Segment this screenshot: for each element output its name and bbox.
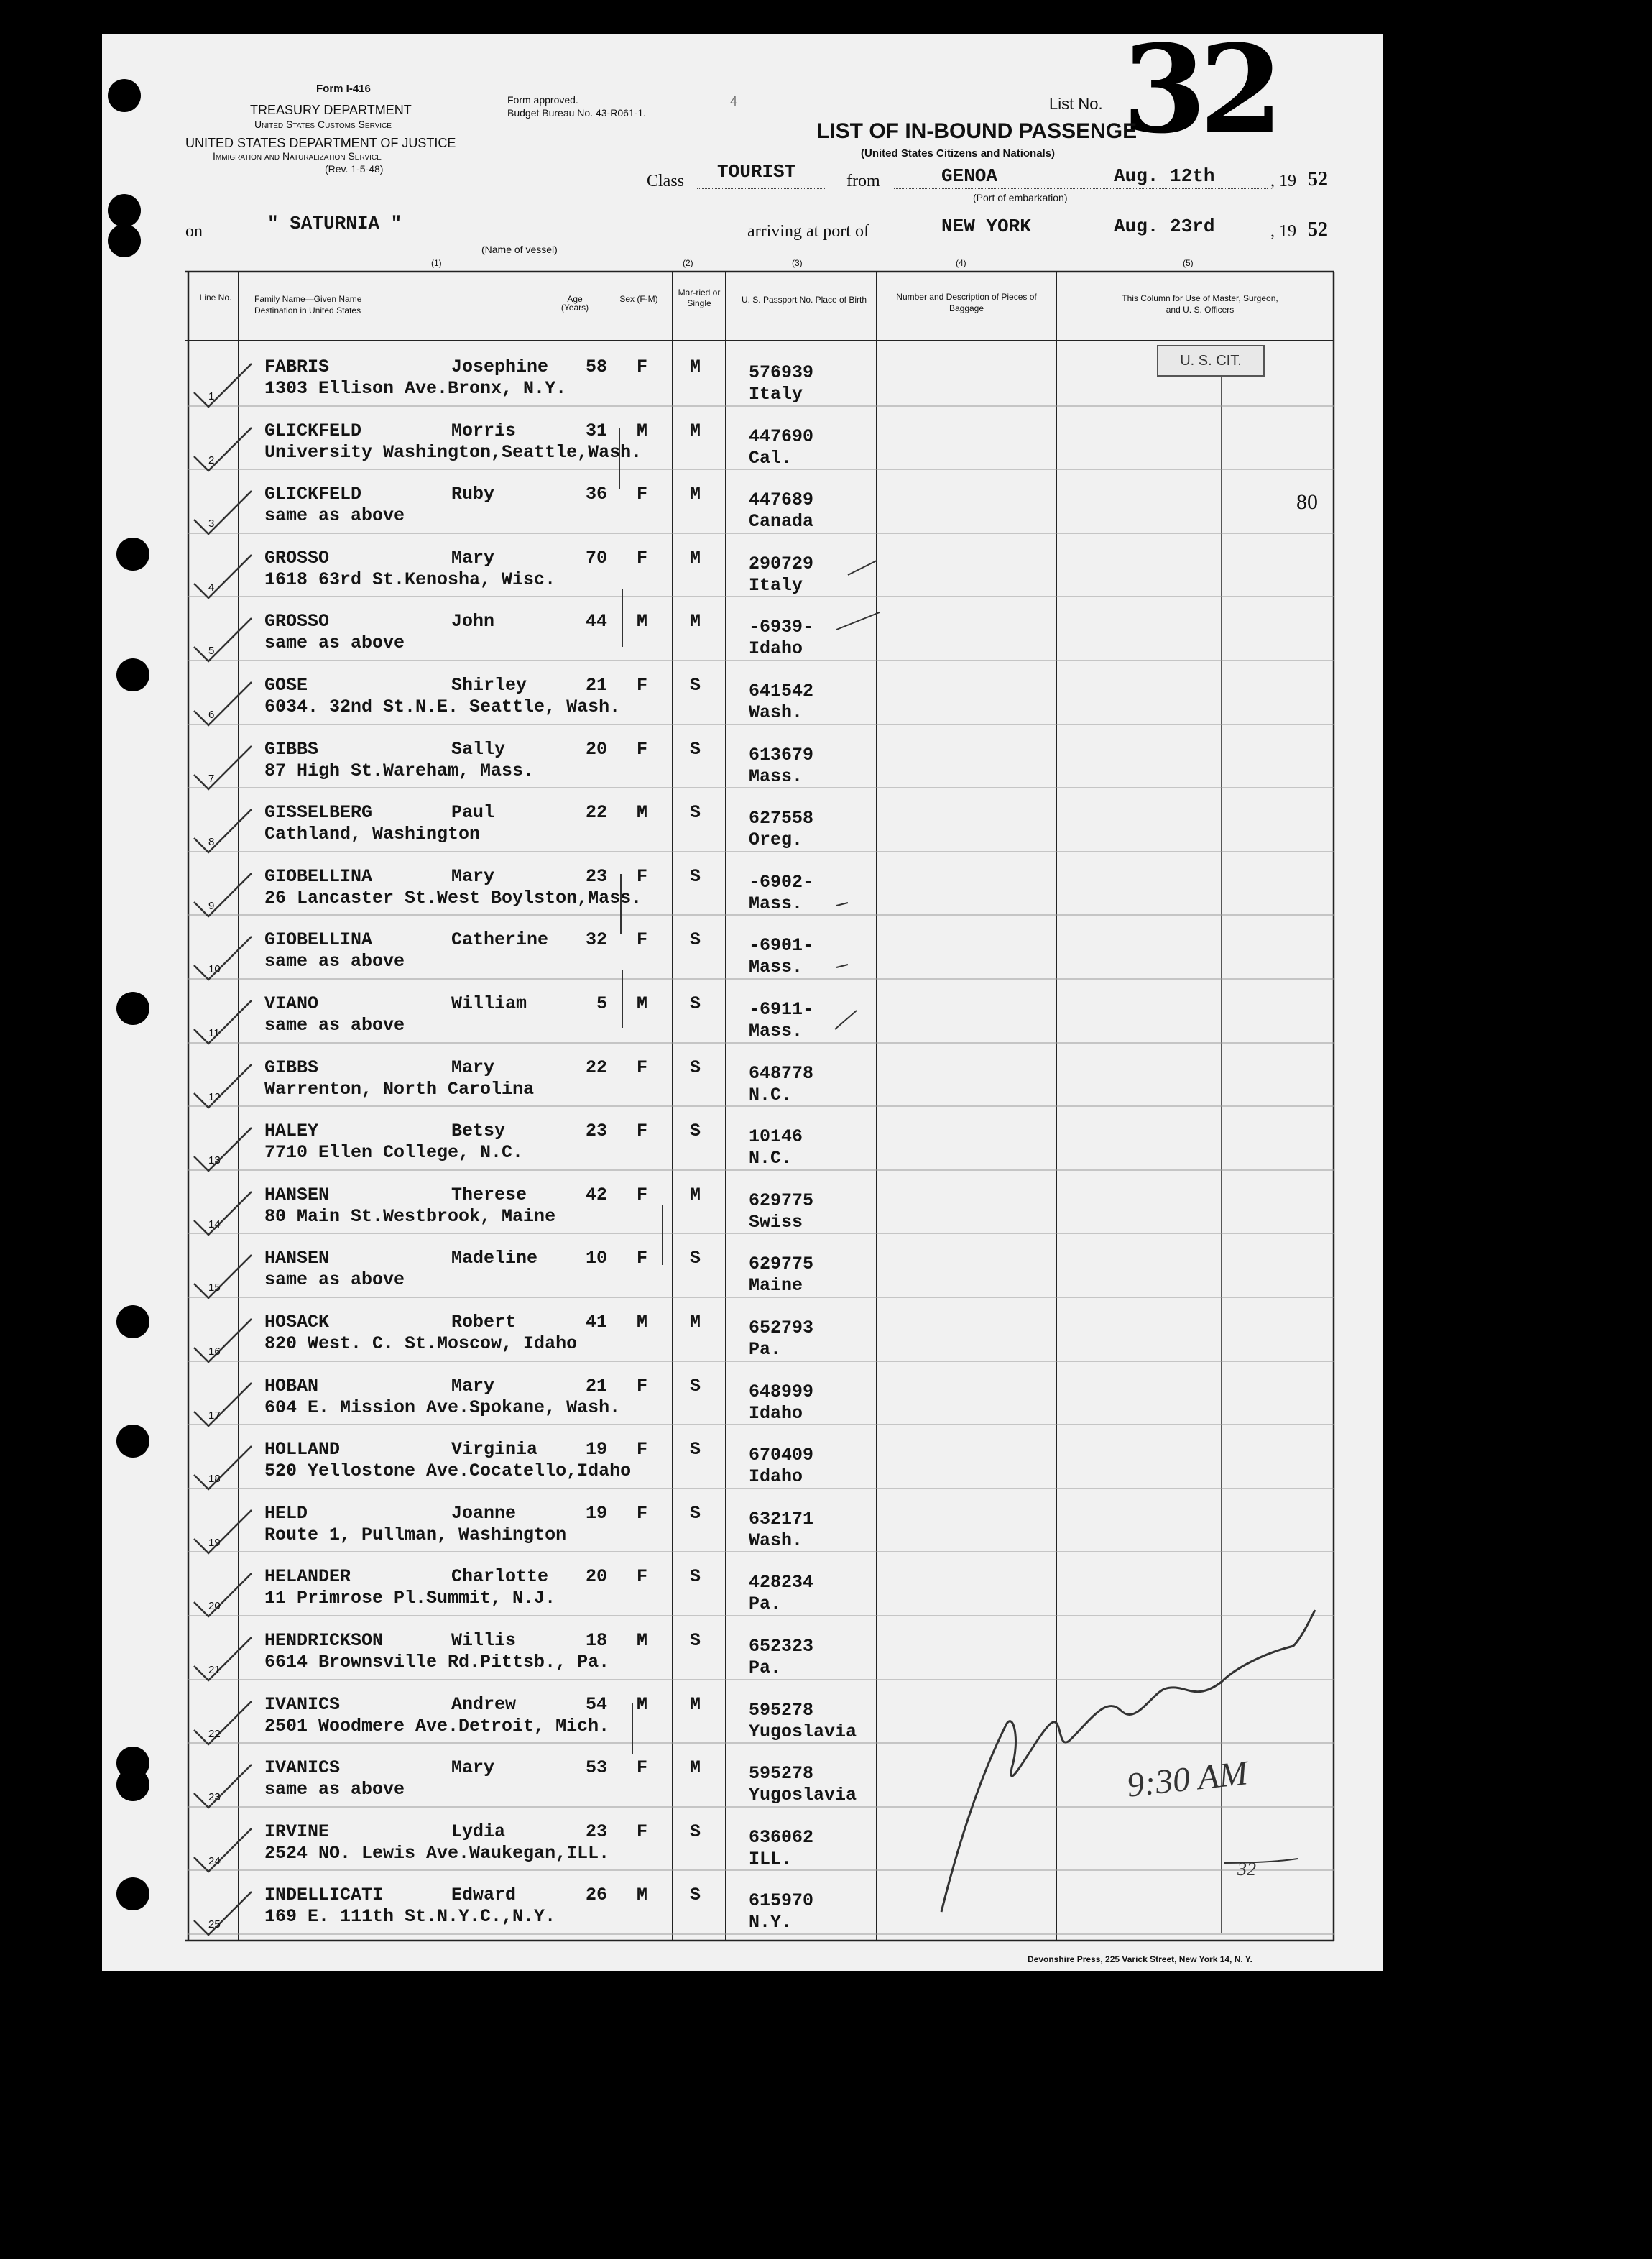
header-passport: U. S. Passport No. Place of Birth: [741, 295, 867, 305]
family-name: HANSEN: [264, 1248, 330, 1269]
age: 42: [585, 1184, 607, 1205]
marital-status: M: [690, 1757, 701, 1779]
sex: F: [637, 1439, 648, 1460]
check-mark: [194, 1000, 252, 1044]
printer-imprint: Devonshire Press, 225 Varick Street, New York 14, N. Y.: [1028, 1954, 1252, 1964]
passport-number: -6911-: [749, 999, 814, 1020]
check-mark: [194, 428, 252, 471]
form-approved: Form approved.: [507, 94, 578, 106]
place-of-birth: Canada: [749, 511, 814, 533]
from-port: GENOA: [941, 165, 998, 187]
check-mark: [194, 1128, 252, 1171]
destination-address: 26 Lancaster St.West Boylston,Mass.: [264, 887, 642, 908]
marital-status: S: [690, 1821, 701, 1842]
arrival-year-prefix: , 19: [1270, 222, 1296, 241]
header-destination: Destination in United States: [254, 305, 361, 316]
check-mark: [194, 746, 252, 789]
sex: F: [637, 1121, 648, 1142]
destination-address: same as above: [264, 1015, 405, 1036]
age: 44: [585, 611, 607, 632]
departure-year-prefix: , 19: [1270, 172, 1296, 190]
given-name: Robert: [451, 1312, 517, 1333]
time-note: 9:30 AM: [1125, 1754, 1250, 1805]
family-name: HOSACK: [264, 1312, 330, 1333]
age: 23: [585, 1821, 607, 1842]
given-name: Mary: [451, 1757, 495, 1779]
check-mark: [194, 364, 252, 407]
check-mark: [194, 1892, 252, 1935]
destination-address: same as above: [264, 1779, 405, 1800]
line-number: 9: [208, 899, 215, 912]
line-number: 6: [208, 709, 215, 721]
sex: M: [637, 1693, 648, 1715]
passport-number: 613679: [749, 744, 814, 765]
col-number-3: (3): [792, 258, 803, 268]
line-number: 8: [208, 836, 215, 849]
given-name: Joanne: [451, 1502, 517, 1524]
marital-status: S: [690, 1248, 701, 1269]
marital-status: M: [690, 356, 701, 377]
place-of-birth: Idaho: [749, 638, 803, 660]
marital-status: M: [690, 1312, 701, 1333]
check-mark: [194, 1255, 252, 1298]
arriving-label: arriving at port of: [747, 222, 869, 241]
destination-address: same as above: [264, 951, 405, 972]
header-sex: Sex (F-M): [619, 294, 658, 304]
budget-bureau: Budget Bureau No. 43-R061-1.: [507, 107, 647, 119]
place-of-birth: Mass.: [749, 893, 803, 914]
list-no-label: List No.: [1049, 95, 1103, 113]
port-embarkation-label: (Port of embarkation): [973, 192, 1068, 203]
departure-year: 52: [1308, 168, 1328, 190]
family-name: IVANICS: [264, 1757, 341, 1779]
passport-number: 290729: [749, 553, 814, 574]
passport-number: 641542: [749, 681, 814, 701]
passport-number: 595278: [749, 1699, 814, 1721]
given-name: Madeline: [451, 1248, 538, 1269]
sex: F: [637, 1184, 648, 1205]
check-mark: [194, 1064, 252, 1108]
destination-address: 87 High St.Wareham, Mass.: [264, 760, 535, 781]
place-of-birth: Pa.: [749, 1657, 782, 1678]
given-name: Lydia: [451, 1821, 506, 1842]
place-of-birth: Pa.: [749, 1593, 782, 1615]
family-name: HOLLAND: [264, 1439, 341, 1460]
family-name: GLICKFELD: [264, 420, 362, 441]
age: 26: [585, 1885, 607, 1906]
destination-address: 2524 NO. Lewis Ave.Waukegan,ILL.: [264, 1842, 610, 1864]
sex: F: [637, 484, 648, 505]
sex: F: [637, 1248, 648, 1269]
sex: M: [637, 420, 648, 441]
passport-number: 632171: [749, 1508, 814, 1529]
age: 58: [585, 356, 607, 377]
given-name: Paul: [451, 802, 495, 824]
marital-status: S: [690, 993, 701, 1014]
age: 18: [585, 1630, 607, 1651]
given-name: Edward: [451, 1885, 517, 1906]
check-mark: [194, 1637, 252, 1680]
marital-status: M: [690, 611, 701, 632]
family-name: HELANDER: [264, 1566, 351, 1588]
revision: (Rev. 1-5-48): [325, 163, 384, 175]
list-number: 32: [1122, 18, 1276, 160]
place-of-birth: N.C.: [749, 1148, 793, 1169]
header-line-no: Line No.: [199, 293, 232, 303]
given-name: Mary: [451, 1057, 495, 1078]
line-number: 11: [208, 1027, 220, 1039]
given-name: Therese: [451, 1184, 527, 1205]
given-name: Charlotte: [451, 1566, 549, 1588]
col-number-5: (5): [1183, 258, 1194, 268]
destination-address: 1303 Ellison Ave.Bronx, N.Y.: [264, 378, 567, 399]
line-number: 14: [208, 1218, 221, 1230]
destination-address: Warrenton, North Carolina: [264, 1078, 535, 1100]
line-number: 7: [208, 772, 215, 785]
age: 23: [585, 1121, 607, 1142]
marital-status: S: [690, 865, 701, 887]
check-mark: [194, 1573, 252, 1616]
place-of-birth: Idaho: [749, 1402, 803, 1424]
given-name: Sally: [451, 738, 506, 760]
marital-status: S: [690, 1057, 701, 1078]
marital-status: S: [690, 738, 701, 760]
given-name: Mary: [451, 865, 495, 887]
marital-status: S: [690, 1121, 701, 1142]
age: 22: [585, 1057, 607, 1078]
marital-status: S: [690, 802, 701, 824]
passport-number: 648999: [749, 1381, 814, 1402]
sex: F: [637, 1566, 648, 1588]
marital-status: S: [690, 1630, 701, 1651]
destination-address: 820 West. C. St.Moscow, Idaho: [264, 1333, 578, 1354]
line-number: 18: [208, 1473, 221, 1486]
check-mark: [194, 555, 252, 598]
line-number: 17: [208, 1409, 221, 1422]
destination-address: 7710 Ellen College, N.C.: [264, 1142, 524, 1164]
destination-address: same as above: [264, 505, 405, 527]
passport-number: 648778: [749, 1062, 814, 1084]
passport-number: 636062: [749, 1826, 814, 1848]
header-name: Family Name—Given Name: [254, 294, 362, 304]
place-of-birth: Mass.: [749, 1021, 803, 1041]
age: 19: [585, 1439, 607, 1460]
check-mark: [194, 1192, 252, 1235]
sex: F: [637, 1375, 648, 1397]
given-name: Willis: [451, 1630, 517, 1651]
sex: F: [637, 1821, 648, 1842]
line-number: 20: [208, 1600, 221, 1613]
check-mark: [194, 1828, 252, 1872]
sex: M: [637, 802, 648, 824]
destination-address: Cathland, Washington: [264, 824, 481, 845]
family-name: IVANICS: [264, 1693, 341, 1715]
line-number: 12: [208, 1090, 221, 1103]
place-of-birth: ILL.: [749, 1848, 793, 1869]
destination-address: 2501 Woodmere Ave.Detroit, Mich.: [264, 1715, 610, 1736]
passport-number: 652323: [749, 1636, 814, 1657]
place-of-birth: Cal.: [749, 447, 793, 469]
given-name: William: [451, 993, 527, 1014]
place-of-birth: N.Y.: [749, 1912, 793, 1933]
destination-address: Route 1, Pullman, Washington: [264, 1524, 567, 1545]
age: 23: [585, 865, 607, 887]
place-of-birth: Mass.: [749, 957, 803, 978]
age: 32: [585, 929, 607, 951]
class-label: Class: [647, 172, 685, 190]
marital-status: M: [690, 547, 701, 569]
officer-signature: [941, 1610, 1315, 1912]
age: 54: [585, 1693, 607, 1715]
sex: F: [637, 356, 648, 377]
place-of-birth: Wash.: [749, 702, 803, 723]
check-mark: [194, 491, 252, 534]
given-name: Virginia: [451, 1439, 538, 1460]
marital-status: S: [690, 1566, 701, 1588]
family-name: GROSSO: [264, 547, 330, 569]
age: 22: [585, 802, 607, 824]
corner-note: 32: [1237, 1859, 1256, 1880]
marital-status: M: [690, 1184, 701, 1205]
place-of-birth: Maine: [749, 1275, 803, 1297]
age: 31: [585, 420, 607, 441]
place-of-birth: Yugoslavia: [749, 1721, 857, 1742]
family-name: GISSELBERG: [264, 802, 373, 824]
marital-status: S: [690, 929, 701, 951]
family-name: GROSSO: [264, 611, 330, 632]
given-name: Ruby: [451, 484, 495, 505]
destination-address: University Washington,Seattle,Wash.: [264, 441, 642, 463]
line-number: 23: [208, 1791, 221, 1804]
marital-status: S: [690, 675, 701, 696]
vessel-name: " SATURNIA ": [267, 213, 402, 234]
place-of-birth: Oreg.: [749, 829, 803, 851]
family-name: GIOBELLINA: [264, 865, 373, 887]
passport-number: 629775: [749, 1190, 814, 1211]
header-officers: This Column for Use of Master, Surgeon, and U. S. Officers: [1122, 293, 1278, 315]
passport-number: 629775: [749, 1253, 814, 1275]
line-number: 15: [208, 1282, 221, 1294]
marital-status: M: [690, 484, 701, 505]
margin-note: 80: [1296, 490, 1318, 514]
place-of-birth: Wash.: [749, 1529, 803, 1551]
header-age: Age (Years): [560, 294, 589, 313]
family-name: HANSEN: [264, 1184, 330, 1205]
passport-number: -6901-: [749, 935, 814, 957]
given-name: John: [451, 611, 495, 632]
check-mark: [194, 809, 252, 852]
check-mark: [194, 1383, 252, 1426]
passport-number: 615970: [749, 1890, 814, 1912]
from-label: from: [846, 172, 880, 190]
family-name: HALEY: [264, 1121, 319, 1142]
sex: M: [637, 1312, 648, 1333]
place-of-birth: Italy: [749, 574, 803, 596]
place-of-birth: Mass.: [749, 765, 803, 787]
age: 19: [585, 1502, 607, 1524]
arrival-port: NEW YORK: [941, 216, 1031, 237]
stray-mark: 4: [730, 94, 738, 109]
given-name: Mary: [451, 1375, 495, 1397]
passport-number: -6939-: [749, 617, 814, 638]
sex: M: [637, 611, 648, 632]
given-name: Morris: [451, 420, 517, 441]
age: 10: [585, 1248, 607, 1269]
age: 20: [585, 738, 607, 760]
given-name: Mary: [451, 547, 495, 569]
form-title: LIST OF IN-BOUND PASSENGE: [816, 119, 1138, 143]
arrival-year: 52: [1308, 218, 1328, 241]
line-number: 4: [208, 581, 215, 594]
col-number-1: (1): [431, 258, 442, 268]
line-number: 22: [208, 1727, 221, 1740]
family-name: HENDRICKSON: [264, 1630, 384, 1651]
sex: F: [637, 1057, 648, 1078]
passport-number: 627558: [749, 808, 814, 829]
family-name: GOSE: [264, 675, 308, 696]
check-mark: [194, 1510, 252, 1553]
header-married: Mar-ried or Single: [678, 287, 721, 308]
marital-status: S: [690, 1375, 701, 1397]
col-number-4: (4): [956, 258, 966, 268]
family-name: IRVINE: [264, 1821, 330, 1842]
given-name: Andrew: [451, 1693, 517, 1715]
age: 5: [596, 993, 607, 1014]
immigration-service: Immigration and Naturalization Service: [213, 150, 382, 162]
passport-number: 10146: [749, 1126, 803, 1148]
line-number: 24: [208, 1854, 221, 1867]
given-name: Shirley: [451, 675, 527, 696]
treasury-department: TREASURY DEPARTMENT: [250, 103, 412, 117]
age: 21: [585, 1375, 607, 1397]
destination-address: 169 E. 111th St.N.Y.C.,N.Y.: [264, 1906, 556, 1928]
arrival-date: Aug. 23rd: [1114, 216, 1215, 237]
marital-status: S: [690, 1502, 701, 1524]
family-name: GIOBELLINA: [264, 929, 373, 951]
family-name: GIBBS: [264, 1057, 319, 1078]
header-baggage: Number and Description of Pieces of Baggage: [896, 292, 1037, 313]
line-number: 5: [208, 645, 215, 658]
form-number: Form I-416: [316, 83, 371, 95]
line-number: 3: [208, 517, 215, 530]
family-name: INDELLICATI: [264, 1885, 384, 1906]
age: 36: [585, 484, 607, 505]
check-mark: [194, 1765, 252, 1808]
justice-department: UNITED STATES DEPARTMENT OF JUSTICE: [185, 136, 456, 150]
marital-status: S: [690, 1439, 701, 1460]
passport-number: 447689: [749, 489, 814, 511]
passport-number: 595278: [749, 1763, 814, 1785]
line-number: 21: [208, 1664, 221, 1676]
place-of-birth: Pa.: [749, 1339, 782, 1360]
given-name: Josephine: [451, 356, 549, 377]
family-name: GIBBS: [264, 738, 319, 760]
destination-address: 604 E. Mission Ave.Spokane, Wash.: [264, 1397, 621, 1418]
destination-address: 11 Primrose Pl.Summit, N.J.: [264, 1588, 556, 1609]
family-name: VIANO: [264, 993, 319, 1014]
place-of-birth: N.C.: [749, 1084, 793, 1105]
family-name: FABRIS: [264, 356, 330, 377]
age: 53: [585, 1757, 607, 1779]
check-mark: [194, 937, 252, 980]
sex: F: [637, 1502, 648, 1524]
destination-address: 80 Main St.Westbrook, Maine: [264, 1205, 556, 1227]
marital-status: M: [690, 420, 701, 441]
marital-status: M: [690, 1693, 701, 1715]
place-of-birth: Idaho: [749, 1466, 803, 1488]
sex: M: [637, 1885, 648, 1906]
passport-number: -6902-: [749, 871, 814, 893]
age: 70: [585, 547, 607, 569]
destination-address: 520 Yellostone Ave.Cocatello,Idaho: [264, 1460, 632, 1482]
check-mark: [194, 1701, 252, 1744]
form-subtitle: (United States Citizens and Nationals): [861, 147, 1056, 160]
customs-service: United States Customs Service: [254, 119, 392, 130]
class-value: TOURIST: [717, 161, 796, 183]
sex: F: [637, 1757, 648, 1779]
family-name: HELD: [264, 1502, 308, 1524]
sex: M: [637, 1630, 648, 1651]
place-of-birth: Italy: [749, 384, 803, 405]
destination-address: 1618 63rd St.Kenosha, Wisc.: [264, 569, 556, 590]
given-name: Catherine: [451, 929, 549, 951]
check-mark: [194, 1319, 252, 1362]
passport-number: 428234: [749, 1572, 814, 1593]
passport-number: 652793: [749, 1317, 814, 1338]
age: 21: [585, 675, 607, 696]
family-name: GLICKFELD: [264, 484, 362, 505]
place-of-birth: Swiss: [749, 1211, 803, 1233]
line-number: 10: [208, 963, 221, 976]
line-number: 19: [208, 1536, 221, 1549]
sex: F: [637, 929, 648, 951]
sex: F: [637, 675, 648, 696]
given-name: Betsy: [451, 1121, 506, 1142]
sex: M: [637, 993, 648, 1014]
on-label: on: [185, 222, 203, 241]
sex: F: [637, 865, 648, 887]
check-mark: [194, 873, 252, 916]
sex: F: [637, 547, 648, 569]
line-number: 16: [208, 1345, 221, 1358]
line-number: 13: [208, 1154, 221, 1167]
us-citizen-stamp: U. S. CIT.: [1157, 345, 1265, 377]
age: 20: [585, 1566, 607, 1588]
check-mark: [194, 1446, 252, 1489]
check-mark: [194, 682, 252, 725]
check-mark: [194, 618, 252, 661]
passport-number: 576939: [749, 362, 814, 383]
sex: F: [637, 738, 648, 760]
passport-number: 670409: [749, 1445, 814, 1466]
age: 41: [585, 1312, 607, 1333]
marital-status: S: [690, 1885, 701, 1906]
line-number: 25: [208, 1918, 221, 1931]
line-number: 1: [208, 390, 215, 402]
place-of-birth: Yugoslavia: [749, 1785, 857, 1806]
destination-address: 6614 Brownsville Rd.Pittsb., Pa.: [264, 1652, 610, 1673]
line-number: 2: [208, 454, 215, 466]
family-name: HOBAN: [264, 1375, 319, 1397]
destination-address: 6034. 32nd St.N.E. Seattle, Wash.: [264, 696, 621, 717]
destination-address: same as above: [264, 632, 405, 654]
departure-date: Aug. 12th: [1114, 165, 1215, 187]
passport-number: 447690: [749, 425, 814, 447]
vessel-label: (Name of vessel): [481, 244, 558, 255]
destination-address: same as above: [264, 1269, 405, 1291]
col-number-2: (2): [683, 258, 693, 268]
